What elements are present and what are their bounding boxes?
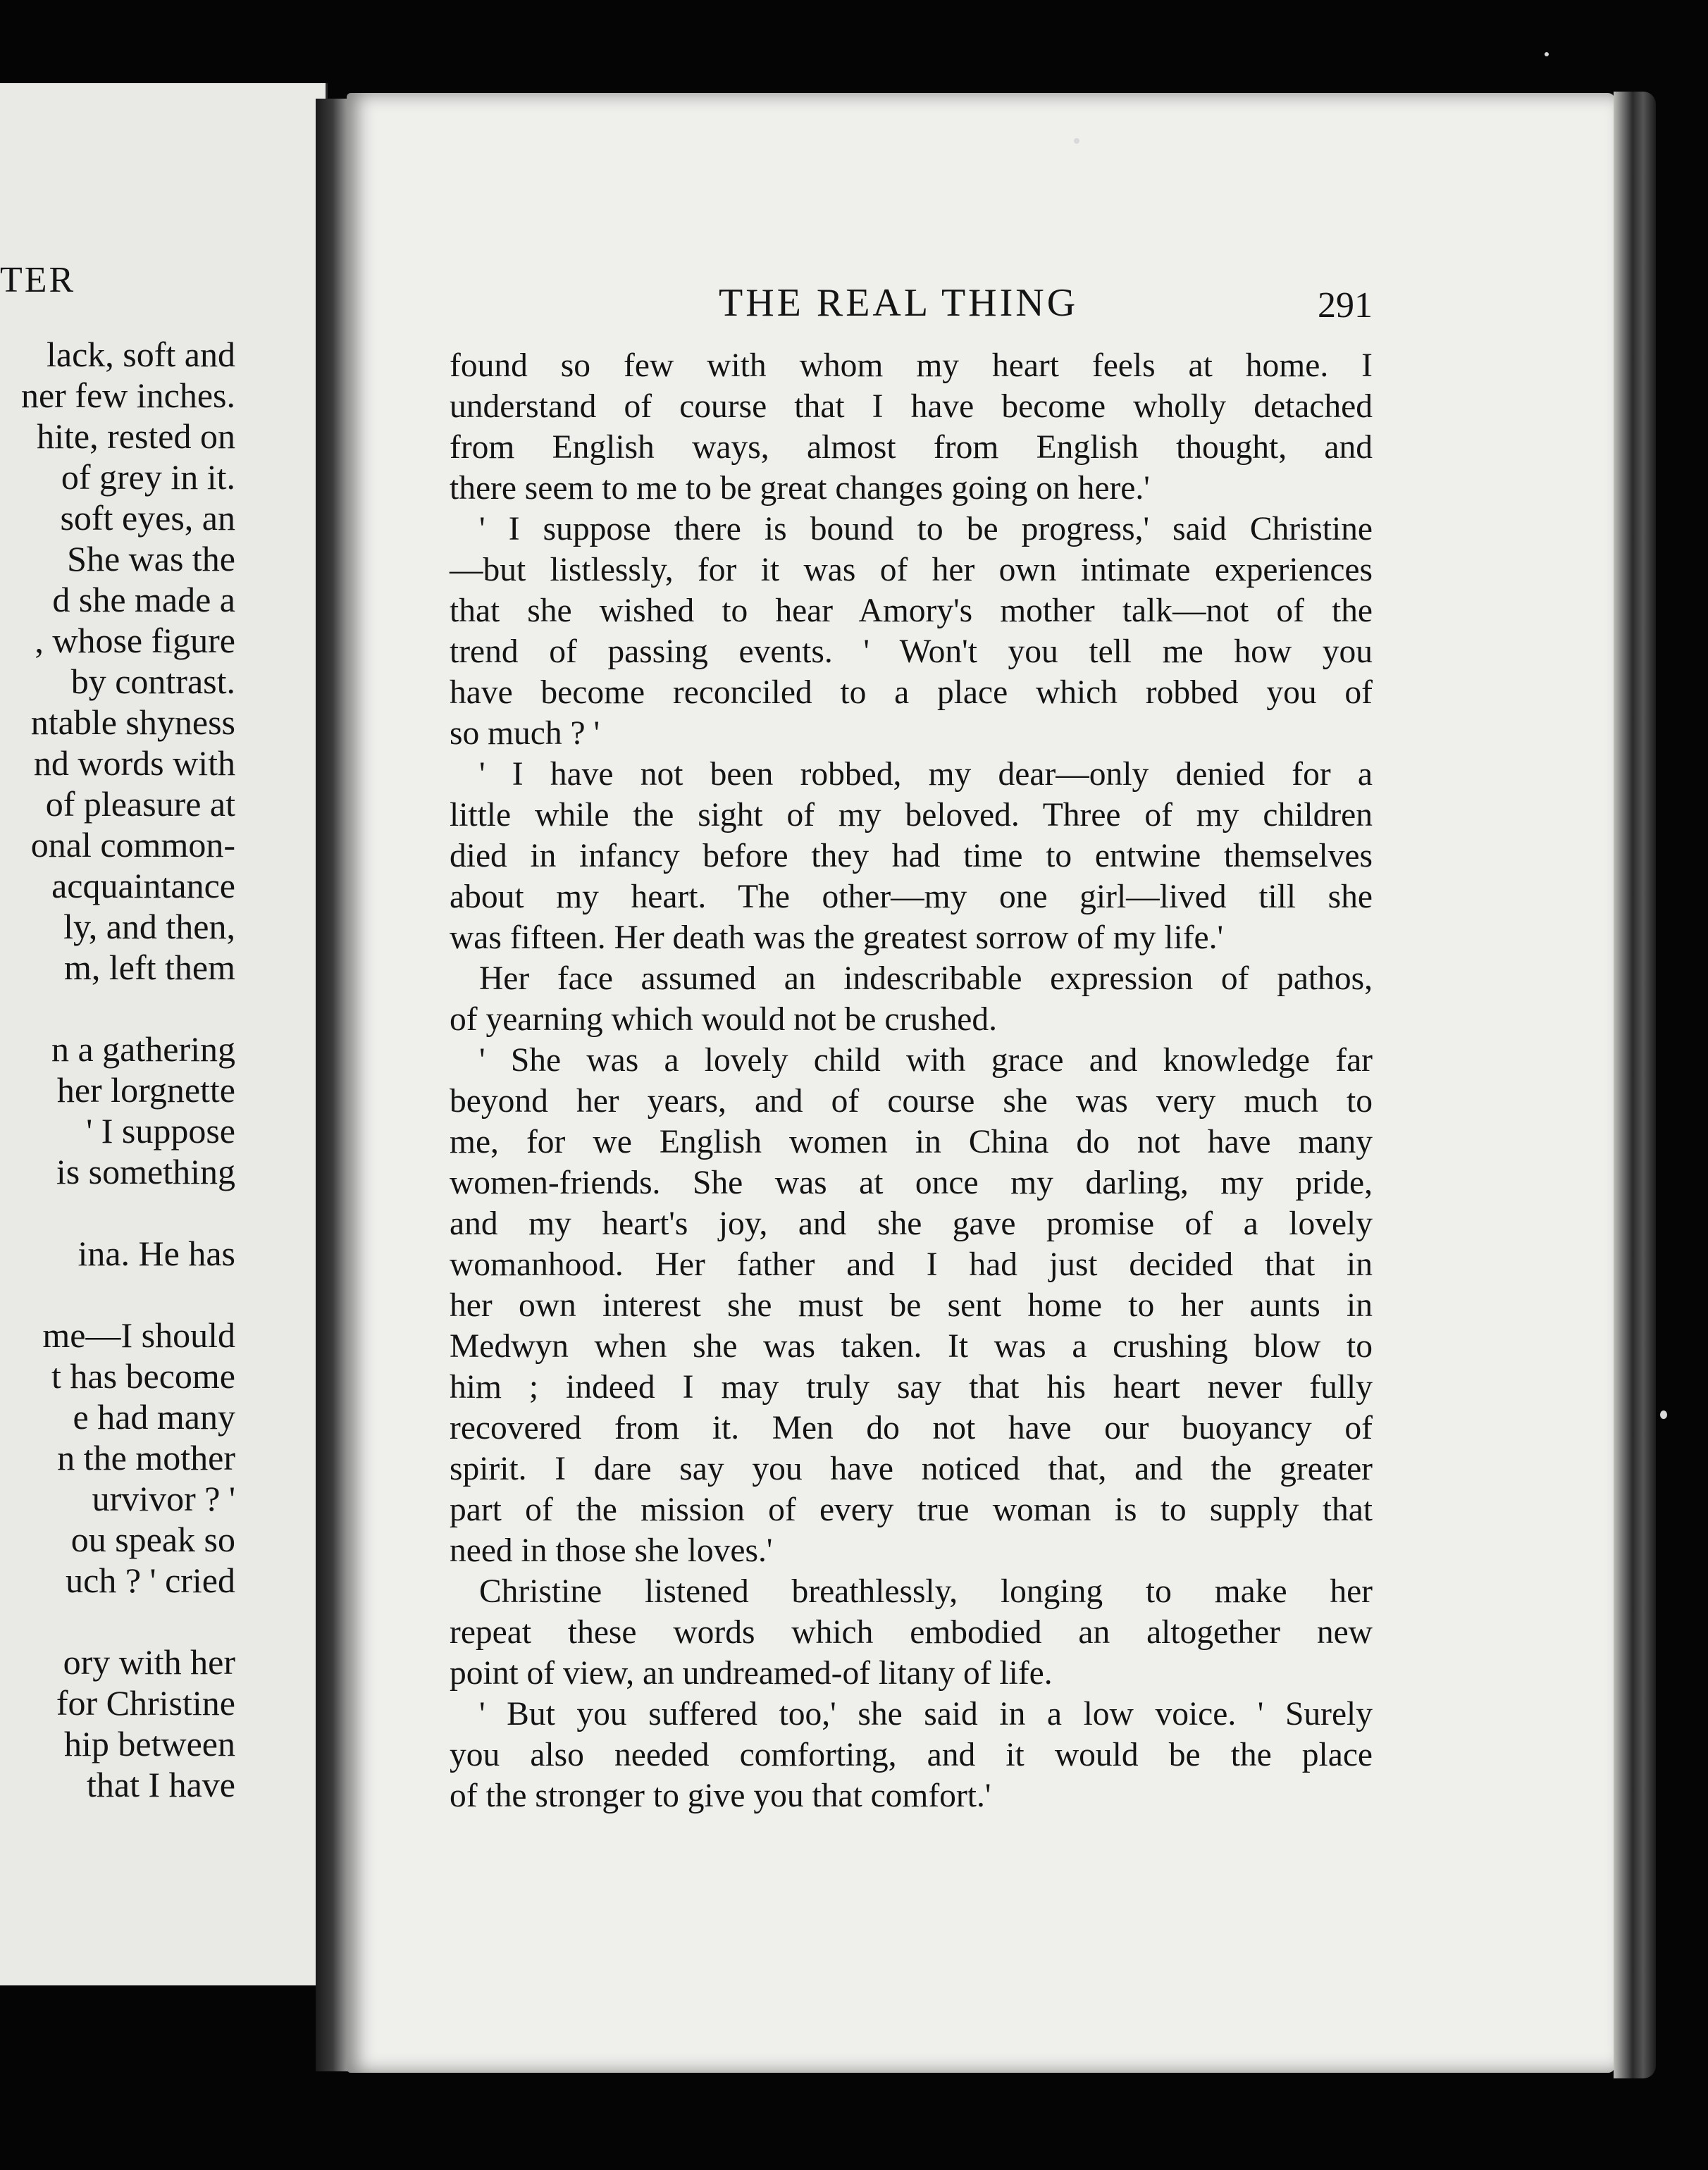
left-text-line: urvivor ? ' (92, 1479, 235, 1518)
text-line: little while the sight of my beloved. Three of my children (450, 797, 1373, 833)
text-line: from English ways, almost from English thought, and (450, 429, 1373, 466)
text-line: point of view, an undreamed-of litany of life. (450, 1655, 1053, 1692)
left-text-line: for Christine (56, 1683, 235, 1723)
text-line: died in infancy before they had time to entwine themselves (450, 838, 1373, 874)
text-line: so much ? ' (450, 715, 600, 752)
text-line: Medwyn when she was taken. It was a crushing blow to (450, 1328, 1373, 1365)
left-text-line: is something (56, 1152, 235, 1191)
text-line: need in those she loves.' (450, 1532, 773, 1569)
left-text-line: by contrast. (70, 662, 235, 701)
text-line: ' I suppose there is bound to be progress,' said Christine (479, 511, 1373, 547)
text-line: and my heart's joy, and she gave promise of a lovely (450, 1205, 1373, 1242)
left-text-line: , whose figure (35, 621, 235, 660)
left-text-line: uch ? ' cried (66, 1561, 235, 1600)
text-line: you also needed comforting, and it would be the place (450, 1737, 1373, 1773)
text-line: understand of course that I have become wholly detached (450, 388, 1373, 425)
left-text-line: She was the (67, 539, 235, 578)
left-text-line: ntable shyness (30, 702, 235, 742)
text-line: there seem to me to be great changes going on here.' (450, 470, 1150, 507)
text-line: of yearning which would not be crushed. (450, 1001, 997, 1038)
left-text-line: ner few inches. (20, 376, 235, 415)
text-line: ' She was a lovely child with grace and knowledge far (479, 1042, 1373, 1079)
text-line: trend of passing events. ' Won't you tell me how you (450, 633, 1373, 670)
text-line: ' But you suffered too,' she said in a low voice. ' Surely (479, 1696, 1373, 1732)
text-line: women-friends. She was at once my darling, my pride, (450, 1165, 1373, 1201)
left-text-line: n the mother (57, 1438, 235, 1477)
text-line: her own interest she must be sent home to her aunts in (450, 1287, 1373, 1324)
text-line: Her face assumed an indescribable expression of pathos, (479, 960, 1373, 997)
left-page (0, 83, 328, 1985)
left-text-line: m, left them (64, 948, 235, 987)
text-line: —but listlessly, for it was of her own intimate experiences (450, 552, 1373, 588)
left-text-line: d she made a (52, 580, 235, 619)
text-line: have become reconciled to a place which robbed you of (450, 674, 1373, 711)
left-text-line: of pleasure at (45, 784, 235, 824)
left-text-line: ly, and then, (63, 907, 235, 946)
text-line: recovered from it. Men do not have our buoyancy of (450, 1410, 1373, 1446)
left-text-line: of grey in it. (61, 457, 235, 497)
left-text-line: onal common- (30, 825, 235, 864)
left-text-line: ' I suppose (86, 1111, 235, 1151)
left-text-line: ory with her (63, 1642, 235, 1682)
text-line: part of the mission of every true woman is to supply that (450, 1492, 1373, 1528)
left-text-line: hite, rested on (37, 416, 235, 456)
text-line: Christine listened breathlessly, longing to make her (479, 1573, 1373, 1610)
left-text-line: e had many (73, 1397, 235, 1437)
text-line: womanhood. Her father and I had just decided that in (450, 1246, 1373, 1283)
page-number: 291 (1318, 285, 1373, 326)
left-text-line: acquaintance (51, 866, 235, 905)
left-text-line: ou speak so (70, 1520, 235, 1559)
text-line: spirit. I dare say you have noticed that, and the greater (450, 1451, 1373, 1487)
dust-speck (1660, 1410, 1667, 1419)
text-line: that she wished to hear Amory's mother talk—not of the (450, 593, 1373, 629)
left-text-line: t has become (51, 1356, 235, 1396)
text-line: beyond her years, and of course she was very much to (450, 1083, 1373, 1120)
text-line: me, for we English women in China do not have many (450, 1124, 1373, 1160)
dust-speck (1074, 138, 1079, 144)
left-text-line: nd words with (33, 743, 235, 783)
text-line: repeat these words which embodied an altogether new (450, 1614, 1373, 1651)
left-text-line: her lorgnette (56, 1070, 235, 1110)
text-line: was fifteen. Her death was the greatest sorrow of my life.' (450, 919, 1224, 956)
left-running-head: TER (0, 260, 76, 300)
left-text-line: hip between (64, 1724, 235, 1763)
text-line: about my heart. The other—my one girl—lived till she (450, 879, 1373, 915)
text-line: ' I have not been robbed, my dear—only denied for a (479, 756, 1373, 793)
dust-speck (1545, 52, 1549, 56)
left-text-line: ina. He has (78, 1234, 235, 1273)
text-line: him ; indeed I may truly say that his heart never fully (450, 1369, 1373, 1406)
left-text-line: soft eyes, an (60, 498, 235, 538)
left-text-line: me—I should (42, 1315, 235, 1355)
left-text-line: n a gathering (51, 1029, 235, 1069)
left-text-line: lack, soft and (47, 335, 235, 374)
text-line: found so few with whom my heart feels at home. I (450, 347, 1373, 384)
page-edge (1614, 92, 1656, 2078)
left-text-line: that I have (86, 1765, 235, 1804)
running-head: THE REAL THING (719, 281, 1079, 325)
text-line: of the stronger to give you that comfort.' (450, 1778, 991, 1814)
